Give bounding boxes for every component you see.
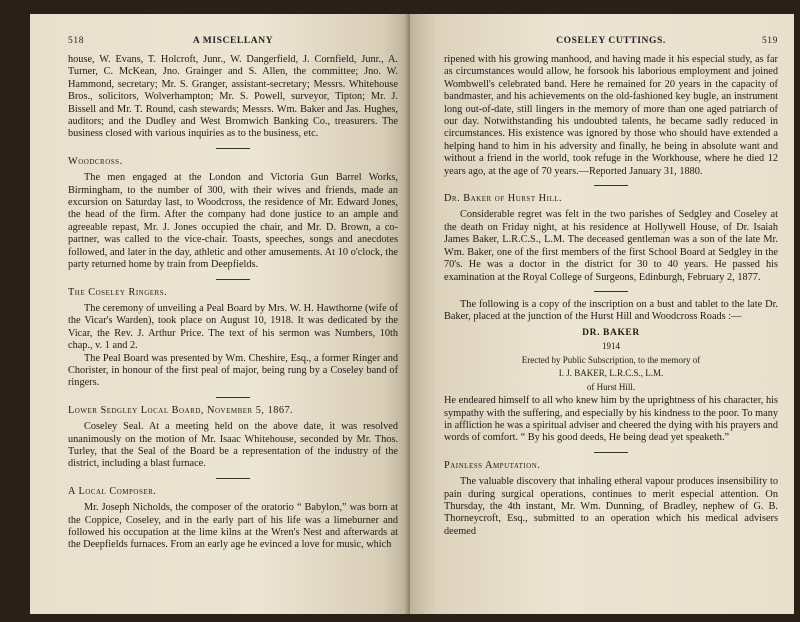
section-divider — [216, 148, 250, 149]
section-divider — [594, 291, 628, 292]
section-divider — [594, 185, 628, 186]
paragraph: Coseley Seal. At a meeting held on the above date, it was resolved unanimously on the motion of Mr. Isaac Whitehouse, seconded by Mr. Thos. Turley, that the Seal of the Board be a representation of the industry of the district, including a blast furnace. — [68, 421, 398, 470]
paragraph: Considerable regret was felt in the two parishes of Sedgley and Coseley at the death on Friday night, at his residence at Hollywell House, of Dr. Isaiah James Baker, L.R.C.S., L.M. The deceased gentleman was a son of the late Mr. Wm. Baker, one of the first members of the first School Board at Sedgley in the 70's. He was a doctor in the district for 30 to 40 years. He passed his examination at the Royal College of Surgeons, Edinburgh, February 2, 1877. — [444, 209, 778, 283]
right-page — [410, 14, 794, 614]
section-heading: Lower Sedgley Local Board, November 5, 1867. — [68, 404, 294, 416]
paragraph: The valuable discovery that inhaling etheral vapour produces insensibility to pain during surgical operations, continues to merit especial attention. On Thursday, the 4th instant, Mr. Wm. Dunning, of Bradley, nephew of G. B. Thorneycroft, Esq., submitted to an operation which his medical advisers deemed — [444, 476, 778, 537]
section-divider — [594, 452, 628, 453]
paragraph: Mr. Joseph Nicholds, the composer of the oratorio “ Babylon,” was born at the Coppice, Coseley, and in the early part of his life was a limeburner and followed his occupation at the lime kilns at the Wren's Nest and afterwards at the Deepfields furnaces. From an early age he evinced a love for music, which — [68, 502, 398, 551]
inscription-name: I. J. BAKER, L.R.C.S., L.M. — [558, 368, 664, 379]
left-page-text — [68, 54, 398, 552]
paragraph: The Peal Board was presented by Wm. Cheshire, Esq., a former Ringer and Chorister, in honour of the first peal of major, being rung by a Coseley band of ringers. — [68, 352, 398, 389]
left-page — [30, 14, 410, 614]
left-running-head — [68, 36, 398, 50]
right-page-text — [444, 54, 778, 538]
inscription-place: of Hurst Hill. — [586, 381, 636, 392]
inscription-year: 1914 — [602, 341, 620, 352]
section-heading: Woodcross. — [68, 155, 123, 167]
section-divider — [216, 279, 250, 280]
section-heading: Dr. Baker of Hurst Hill. — [444, 193, 563, 205]
inscription-line: Erected by Public Subscription, to the memory of — [521, 354, 701, 365]
right-page-number: 519 — [761, 36, 778, 46]
right-running-head — [444, 36, 778, 50]
inscription-title: DR. BAKER — [582, 327, 640, 338]
paragraph: The following is a copy of the inscription on a bust and tablet to the late Dr. Baker, placed at the junction of the Hurst Hill and Woodcross Roads :— — [444, 298, 778, 323]
paragraph: The men engaged at the London and Victoria Gun Barrel Works, Birmingham, to the number of 300, with their wives and friends, made an excursion on Saturday last, to Woodcross, the residence of Mr. Edward Jones, the head of the firm. After the company had done justice to an ample and agreeable repast, Mr. J. Jones occupied the chair, and Mr. D. Brown, a co-partner, was called to the vice-chair. Toasts, speeches, songs and anecdotes followed, and later in the day, athletic and other amusements. At 10 o'clock, the party returned home by train from Deepfields. — [68, 172, 398, 271]
section-divider — [216, 397, 250, 398]
inscription-text: He endeared himself to all who knew him by the uprightness of his character, his sympathy with the suffering, and especially by his kindness to the poor. To many in affliction he was a spiritual adviser and cheered the dying with his prayers and words of comfort. “ By his good deeds, He being dead yet speaketh.” — [444, 395, 778, 444]
section-heading: The Coseley Ringers. — [68, 286, 168, 298]
section-divider — [216, 478, 250, 479]
left-running-title: A MISCELLANY — [192, 36, 274, 46]
continued-paragraph: ripened with his growing manhood, and having made it his especial study, as far as circumstances would allow, he forsook his laborious employment and joined Wombwell's celebrated band. Here he remained for 20 years in the capacity of bandmaster, and his achievements on the old-fashioned key bugle, an instrument long out-of-date, still lingers in the memory of more than one aged patriarch of our day. Notwithstanding his undoubted talents, he became sadly reduced in circumstances. His existence was ignored by those who should have extended a helping hand to him in his adversity and finally, he being in absolute want and without a friend in the world, took refuge in the Workhouse, where he died 12 years ago, at the age of 70 years.—Reported January 31, 1880. — [444, 54, 778, 177]
left-page-number: 518 — [68, 36, 85, 46]
continued-paragraph: house, W. Evans, T. Holcroft, Junr., W. Dangerfield, J. Cornfield, Junr., A. Turner, C. McKean, Jno. Grainger and S. Allen, the committee; Jno. W. Hammond, secretary; Mr. S. Granger, assistant-secretary; Messrs. Whitehouse Bros., solicitors, Wolverhampton; Mr. S. Powell, surveyor, Tipton; Mr. J. Bissell and Mr. T. Round, cash stewards; Messrs. Wm. Baker and Jas. Hughes, auditors; and the Dudley and West Bromwich Banking Co., treasurers. The business closed with various inquiries as to the business, etc. — [68, 54, 398, 140]
right-running-title: COSELEY CUTTINGS. — [556, 36, 666, 46]
section-heading: A Local Composer. — [68, 485, 157, 497]
section-heading: Painless Amputation. — [444, 459, 541, 471]
paragraph: The ceremony of unveiling a Peal Board by Mrs. W. H. Hawthorne (wife of the Vicar's Warden), took place on August 10, 1918. It was dedicated by the Vicar, the Rev. J. Arthur Price. The text of his sermon was Numbers, 10th chap., v. 1 and 2. — [68, 302, 398, 352]
inscription-block — [444, 328, 778, 394]
